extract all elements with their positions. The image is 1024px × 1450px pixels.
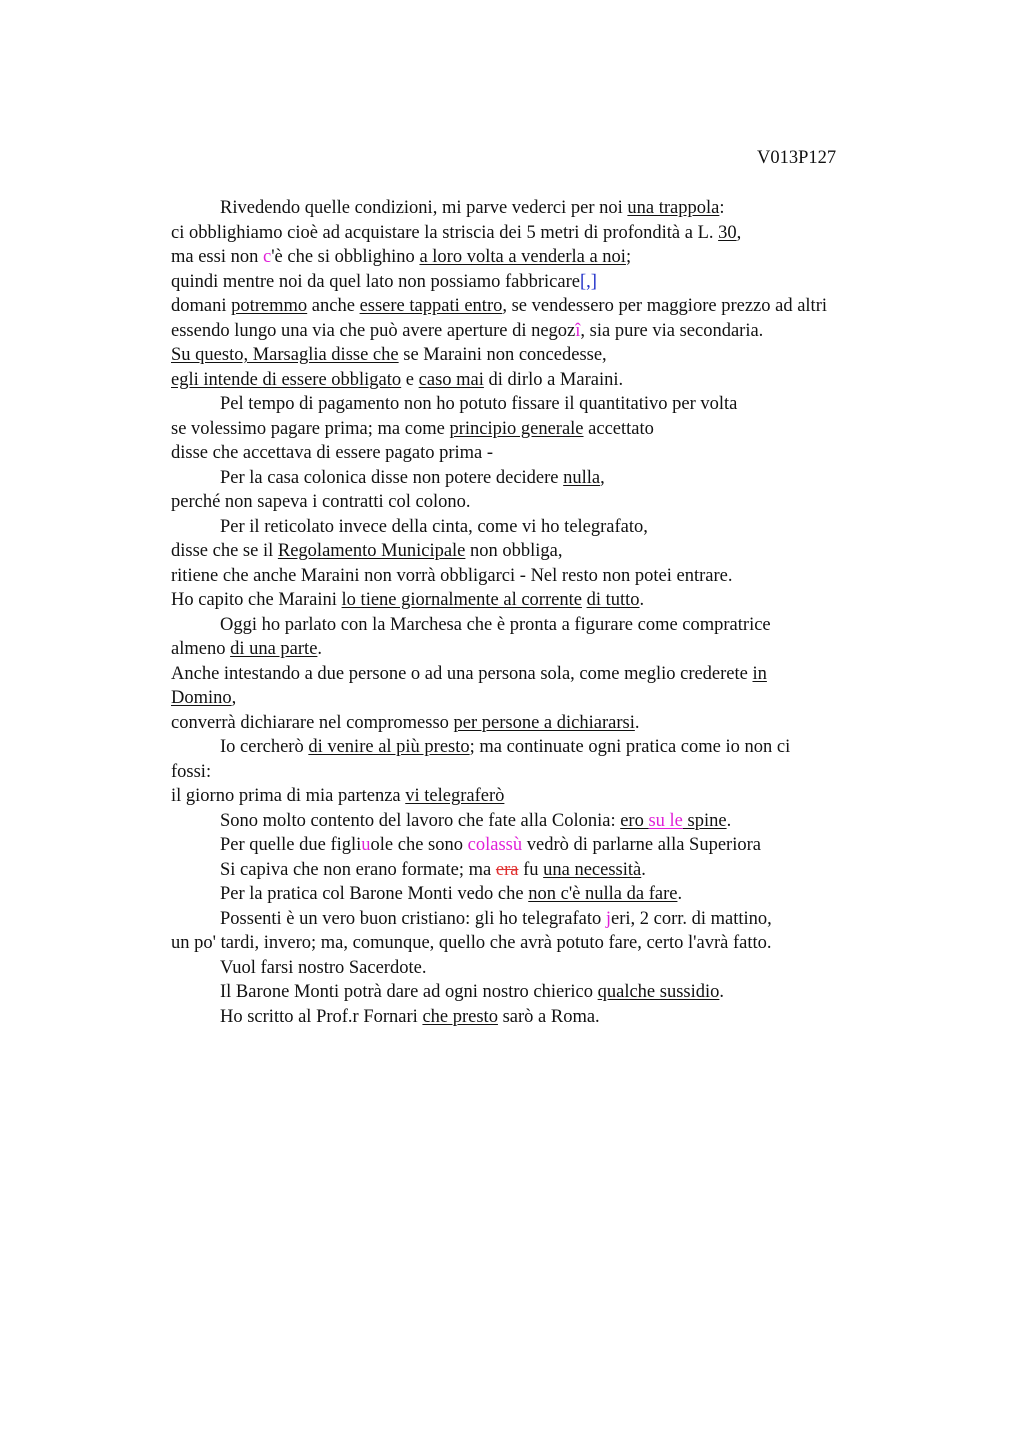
text-segment: un po' tardi, invero; ma, comunque, quello che avrà potuto fare, certo l'avrà fatto. xyxy=(171,933,772,953)
text-line xyxy=(171,343,871,368)
text-segment: Vuol farsi nostro Sacerdote. xyxy=(220,957,427,978)
text-line xyxy=(171,294,871,319)
text-line xyxy=(171,368,871,393)
text-segment: non obbliga, xyxy=(465,541,563,561)
letter-body xyxy=(171,196,871,1029)
text-segment: Io cercherò xyxy=(220,737,309,757)
text-line xyxy=(171,637,871,662)
underlined-text: di tutto xyxy=(586,590,640,610)
underlined-text: a loro volta a venderla a noi xyxy=(419,247,626,267)
text-segment: . xyxy=(639,590,645,610)
text-segment: e xyxy=(401,369,419,390)
text-segment: Per il reticolato invece della cinta, come vi ho telegrafato, xyxy=(220,516,648,537)
text-segment: , se vendessero per maggiore prezzo ad altri xyxy=(502,296,827,316)
text-segment: fu xyxy=(518,859,544,880)
underlined-text: Domino xyxy=(171,688,232,708)
text-segment: disse che accettava di essere pagato prima - xyxy=(171,443,494,463)
text-line xyxy=(171,858,871,883)
text-segment: quindi mentre noi da quel lato non possiamo fabbricare xyxy=(171,271,580,292)
text-line xyxy=(171,931,871,956)
text-segment: Si capiva che non erano formate; ma xyxy=(220,859,496,880)
text-line xyxy=(171,490,871,515)
text-segment: . xyxy=(317,639,323,659)
underlined-insertion: su le xyxy=(648,810,683,831)
text-line xyxy=(171,564,871,589)
text-segment: : xyxy=(719,198,725,218)
underlined-text: caso mai xyxy=(418,369,484,390)
text-segment: se volessimo pagare prima; ma come xyxy=(171,418,450,439)
underlined-text: principio generale xyxy=(449,418,584,439)
underlined-text: qualche sussidio xyxy=(597,982,720,1002)
text-line xyxy=(171,319,871,344)
text-segment: . xyxy=(641,859,646,880)
text-line xyxy=(171,515,871,540)
text-segment: Ho capito che Maraini xyxy=(171,590,342,610)
text-line xyxy=(171,784,871,809)
text-segment: anche xyxy=(307,296,360,316)
text-line xyxy=(171,833,871,858)
underlined-text: essere tappati entro xyxy=(359,296,503,316)
underlined-text: potremmo xyxy=(231,296,308,316)
text-line xyxy=(171,588,871,613)
underlined-text: lo tiene giornalmente al corrente xyxy=(341,590,582,610)
insertion-mark: î xyxy=(575,320,581,341)
text-segment: se Maraini non concedesse, xyxy=(398,345,607,365)
text-segment: eri, 2 corr. di mattino, xyxy=(611,908,772,929)
underlined-text: 30 xyxy=(718,222,737,243)
text-line xyxy=(171,956,871,981)
text-segment: Per quelle due figli xyxy=(220,835,362,855)
text-line xyxy=(171,907,871,932)
text-segment: ; ma continuate ogni pratica come io non ci xyxy=(469,737,791,757)
text-line xyxy=(171,270,871,295)
text-line xyxy=(171,221,871,246)
underlined-text: di una parte xyxy=(230,639,318,659)
underlined-text: ero xyxy=(620,810,649,831)
text-line xyxy=(171,245,871,270)
text-segment: Sono molto contento del lavoro che fate alla Colonia: xyxy=(220,810,621,831)
underlined-text: una trappola xyxy=(627,198,720,218)
text-segment: , xyxy=(231,688,237,708)
text-segment: . xyxy=(677,884,683,904)
insertion-mark: [,] xyxy=(579,271,597,292)
text-segment: converrà dichiarare nel compromesso xyxy=(171,712,454,733)
insertion-mark: j xyxy=(605,908,611,929)
text-line xyxy=(171,417,871,442)
text-segment: ma essi non xyxy=(171,247,263,267)
underlined-text: che presto xyxy=(422,1006,498,1027)
text-segment: , xyxy=(600,467,605,488)
text-line xyxy=(171,686,871,711)
text-line xyxy=(171,539,871,564)
text-segment: Il Barone Monti potrà dare ad ogni nostro chierico xyxy=(220,982,598,1002)
text-segment: almeno xyxy=(171,639,231,659)
text-line xyxy=(171,882,871,907)
text-segment: ; xyxy=(625,247,632,267)
text-segment: , xyxy=(736,222,742,243)
text-segment: ole che sono xyxy=(370,835,468,855)
text-segment: Possenti è un vero buon cristiano: gli ho telegrafato xyxy=(220,908,606,929)
underlined-text: non c'è nulla da fare xyxy=(528,884,678,904)
text-line xyxy=(171,711,871,736)
text-line xyxy=(171,392,871,417)
underlined-text: vi telegraferò xyxy=(405,786,505,806)
text-segment: di dirlo a Maraini. xyxy=(483,369,624,390)
underlined-text: in xyxy=(752,663,767,684)
text-line xyxy=(171,735,871,760)
text-segment: accettato xyxy=(583,418,654,439)
text-segment: Rivedendo quelle condizioni, mi parve vederci per noi xyxy=(220,198,628,218)
text-segment: . xyxy=(726,810,732,831)
text-segment: Per la casa colonica disse non potere decidere xyxy=(220,467,564,488)
underlined-text: per persone a dichiararsi xyxy=(453,712,635,733)
text-line xyxy=(171,613,871,638)
text-line xyxy=(171,809,871,834)
insertion-mark: u xyxy=(361,835,371,855)
text-segment: ritiene che anche Maraini non vorrà obbligarci - Nel resto non potei entrare. xyxy=(171,565,733,586)
text-line xyxy=(171,662,871,687)
text-segment: vedrò di parlarne alla Superiora xyxy=(522,835,761,855)
insertion-mark: colassù xyxy=(467,835,523,855)
text-segment: essendo lungo una via che può avere aperture di negoz xyxy=(171,320,576,341)
underlined-text: nulla xyxy=(563,467,601,488)
text-line xyxy=(171,760,871,785)
text-segment: domani xyxy=(171,296,232,316)
text-segment: 'è che si obblighino xyxy=(271,247,420,267)
text-segment: disse che se il xyxy=(171,541,278,561)
text-segment: il giorno prima di mia partenza xyxy=(171,786,406,806)
underlined-text: una necessità xyxy=(543,859,642,880)
deleted-text: era xyxy=(495,859,519,880)
text-segment: Ho scritto al Prof.r Fornari xyxy=(220,1006,423,1027)
text-segment: Oggi ho parlato con la Marchesa che è pronta a figurare come compratrice xyxy=(220,614,771,635)
text-segment: sarò a Roma. xyxy=(497,1006,600,1027)
underlined-text: Regolamento Municipale xyxy=(277,541,466,561)
text-segment: fossi: xyxy=(171,761,212,782)
text-segment: perché non sapeva i contratti col colono. xyxy=(171,492,471,512)
underlined-text: di venire al più presto xyxy=(308,737,470,757)
text-segment: . xyxy=(719,982,725,1002)
text-segment: . xyxy=(634,712,640,733)
text-line xyxy=(171,980,871,1005)
text-segment: Anche intestando a due persone o ad una persona sola, come meglio crederete xyxy=(171,663,753,684)
underlined-text: egli intende di essere obbligato xyxy=(171,369,402,390)
text-segment: Per la pratica col Barone Monti vedo che xyxy=(220,884,529,904)
page-identifier: V013P127 xyxy=(757,148,837,168)
text-line xyxy=(171,196,871,221)
text-segment: ci obblighiamo cioè ad acquistare la striscia dei 5 metri di profondità a L. xyxy=(171,222,719,243)
text-line xyxy=(171,1005,871,1030)
underlined-text: Su questo, Marsaglia disse che xyxy=(171,345,399,365)
text-segment: , sia pure via secondaria. xyxy=(580,320,764,341)
text-segment: Pel tempo di pagamento non ho potuto fissare il quantitativo per volta xyxy=(220,394,738,414)
text-line xyxy=(171,441,871,466)
insertion-mark: c xyxy=(262,247,272,267)
text-line xyxy=(171,466,871,491)
underlined-text: spine xyxy=(682,810,727,831)
